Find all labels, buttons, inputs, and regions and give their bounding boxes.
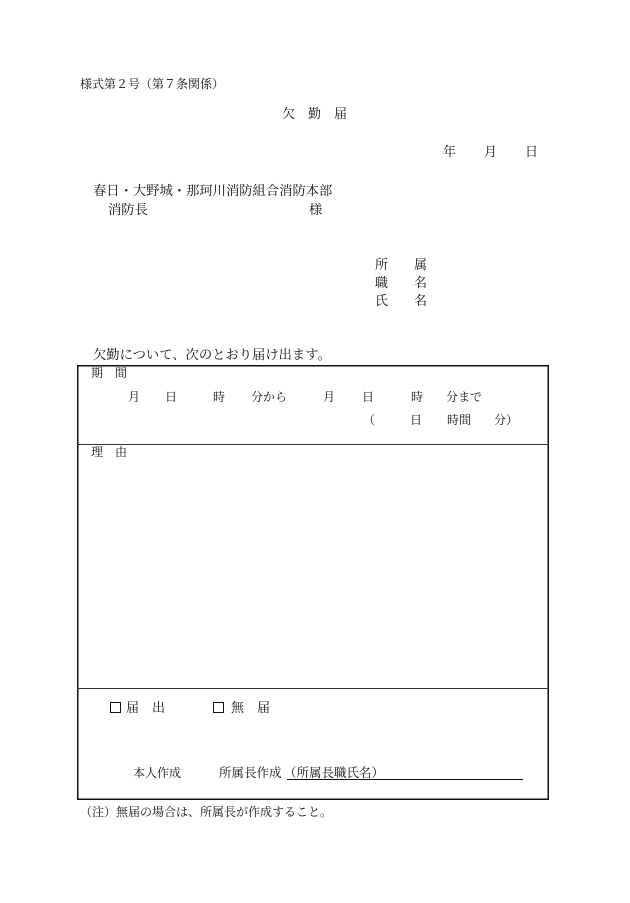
addressee-honorific: 様 (309, 201, 323, 217)
addressee-organization: 春日・大野城・那珂川消防組合消防本部 (93, 182, 333, 198)
form-number: 様式第２号（第７条関係） (80, 77, 225, 91)
period-start-day: 日 (165, 390, 178, 404)
supervisor-name-hint: （所属長職氏名） (284, 765, 385, 780)
date-year-label: 年 (443, 143, 457, 159)
not-notified-checkbox[interactable] (213, 702, 224, 713)
date-month-label: 月 (484, 143, 498, 159)
period-total-open-paren: （ (363, 413, 376, 427)
intro-text: 欠勤について、次のとおり届け出ます。 (93, 346, 331, 362)
period-end-minute: 分まで (446, 390, 483, 404)
period-start-hour: 時 (213, 390, 226, 404)
period-start-month: 月 (128, 390, 141, 404)
period-end-day: 日 (362, 390, 375, 404)
period-end-hour: 時 (411, 390, 424, 404)
document-title: 欠 勤 届 (282, 105, 348, 121)
author-self-label: 本人作成 (133, 766, 182, 780)
section-divider (77, 688, 549, 689)
supervisor-signature-line (287, 779, 523, 780)
period-total-minute: 分） (494, 413, 519, 427)
not-notified-label: 無 届 (231, 699, 271, 715)
section-divider (77, 444, 549, 445)
applicant-name-label: 氏 名 (375, 292, 428, 308)
reason-label: 理 由 (91, 445, 128, 459)
date-day-label: 日 (525, 143, 539, 159)
applicant-affiliation-label: 所 属 (375, 256, 428, 272)
notified-checkbox[interactable] (110, 702, 121, 713)
author-supervisor-label: 所属長作成 (219, 765, 282, 780)
notified-label: 届 出 (126, 699, 166, 715)
period-end-month: 月 (323, 390, 336, 404)
applicant-job-title-label: 職 名 (375, 274, 428, 290)
period-total-hour: 時間 (447, 413, 472, 427)
footnote: （注）無届の場合は、所属長が作成すること。 (80, 805, 333, 819)
period-total-day: 日 (410, 413, 423, 427)
addressee-position: 消防長 (108, 201, 148, 217)
period-start-minute: 分から (251, 390, 288, 404)
period-label: 期 間 (91, 366, 128, 380)
form-table (77, 365, 549, 800)
